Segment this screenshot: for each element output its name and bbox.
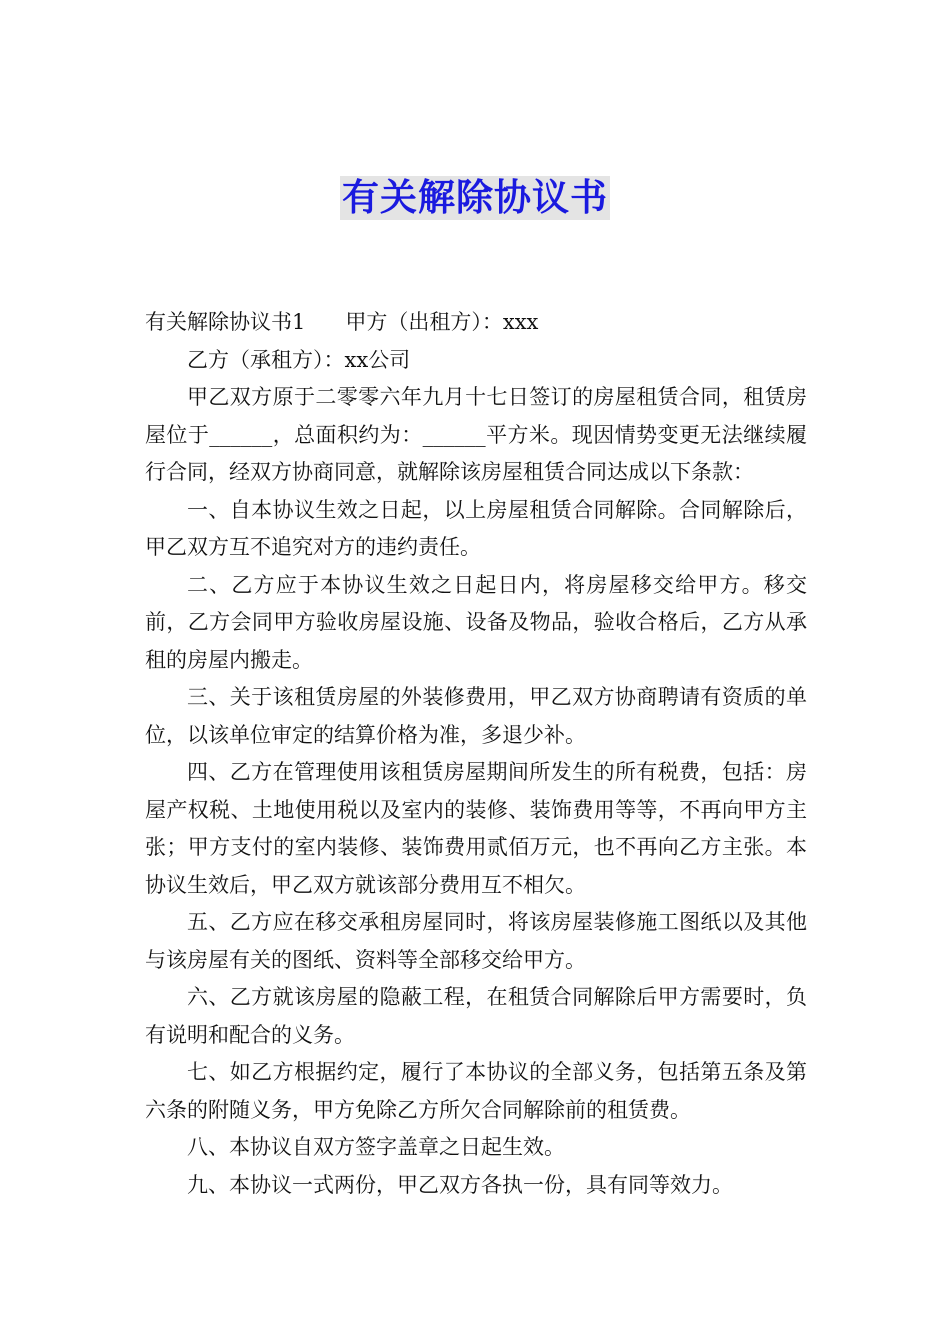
clause-6: 六、乙方就该房屋的隐蔽工程，在租赁合同解除后甲方需要时，负有说明和配合的义务。 <box>145 985 807 1047</box>
title-wrapper <box>0 176 950 220</box>
document-title: 有关解除协议书 <box>342 176 608 219</box>
clause-9: 九、本协议一式两份，甲乙双方各执一份，具有同等效力。 <box>187 1172 733 1197</box>
clause-2: 二、乙方应于本协议生效之日起日内，将房屋移交给甲方。移交前，乙方会同甲方验收房屋设施、设备及物品，验收合格后，乙方从承租的房屋内搬走。 <box>145 572 807 672</box>
heading-line <box>145 304 807 342</box>
clause-1: 一、自本协议生效之日起，以上房屋租赁合同解除。合同解除后，甲乙双方互不追究对方的违约责任。 <box>145 497 807 559</box>
clause-3: 三、关于该租赁房屋的外装修费用，甲乙双方协商聘请有资质的单位，以该单位审定的结算价格为准，多退少补。 <box>145 685 807 747</box>
clause-4: 四、乙方在管理使用该租赁房屋期间所发生的所有税费，包括：房屋产权税、土地使用税以及室内的装修、装饰费用等等，不再向甲方主张；甲方支付的室内装修、装饰费用贰佰万元，也不再向乙方主张。本协议生效后，甲乙双方就该部分费用互不相欠。 <box>145 760 807 897</box>
document-body <box>145 304 807 1204</box>
paragraph-intro: 甲乙双方原于二零零六年九月十七日签订的房屋租赁合同，租赁房屋位于______，总面积约为：______平方米。现因情势变更无法继续履行合同，经双方协商同意，就解除该房屋租赁合同达成以下条款： <box>145 385 807 484</box>
clause-7: 七、如乙方根据约定，履行了本协议的全部义务，包括第五条及第六条的附随义务，甲方免除乙方所欠合同解除前的租赁费。 <box>145 1060 807 1122</box>
clause-5: 五、乙方应在移交承租房屋同时，将该房屋装修施工图纸以及其他与该房屋有关的图纸、资料等全部移交给甲方。 <box>145 910 807 972</box>
party-a: 甲方（出租方）：xxx <box>345 310 539 334</box>
heading-label: 有关解除协议书1 <box>145 310 306 334</box>
clause-8: 八、本协议自双方签字盖章之日起生效。 <box>187 1135 565 1159</box>
party-b: 乙方（承租方）：xx公司 <box>187 347 411 372</box>
